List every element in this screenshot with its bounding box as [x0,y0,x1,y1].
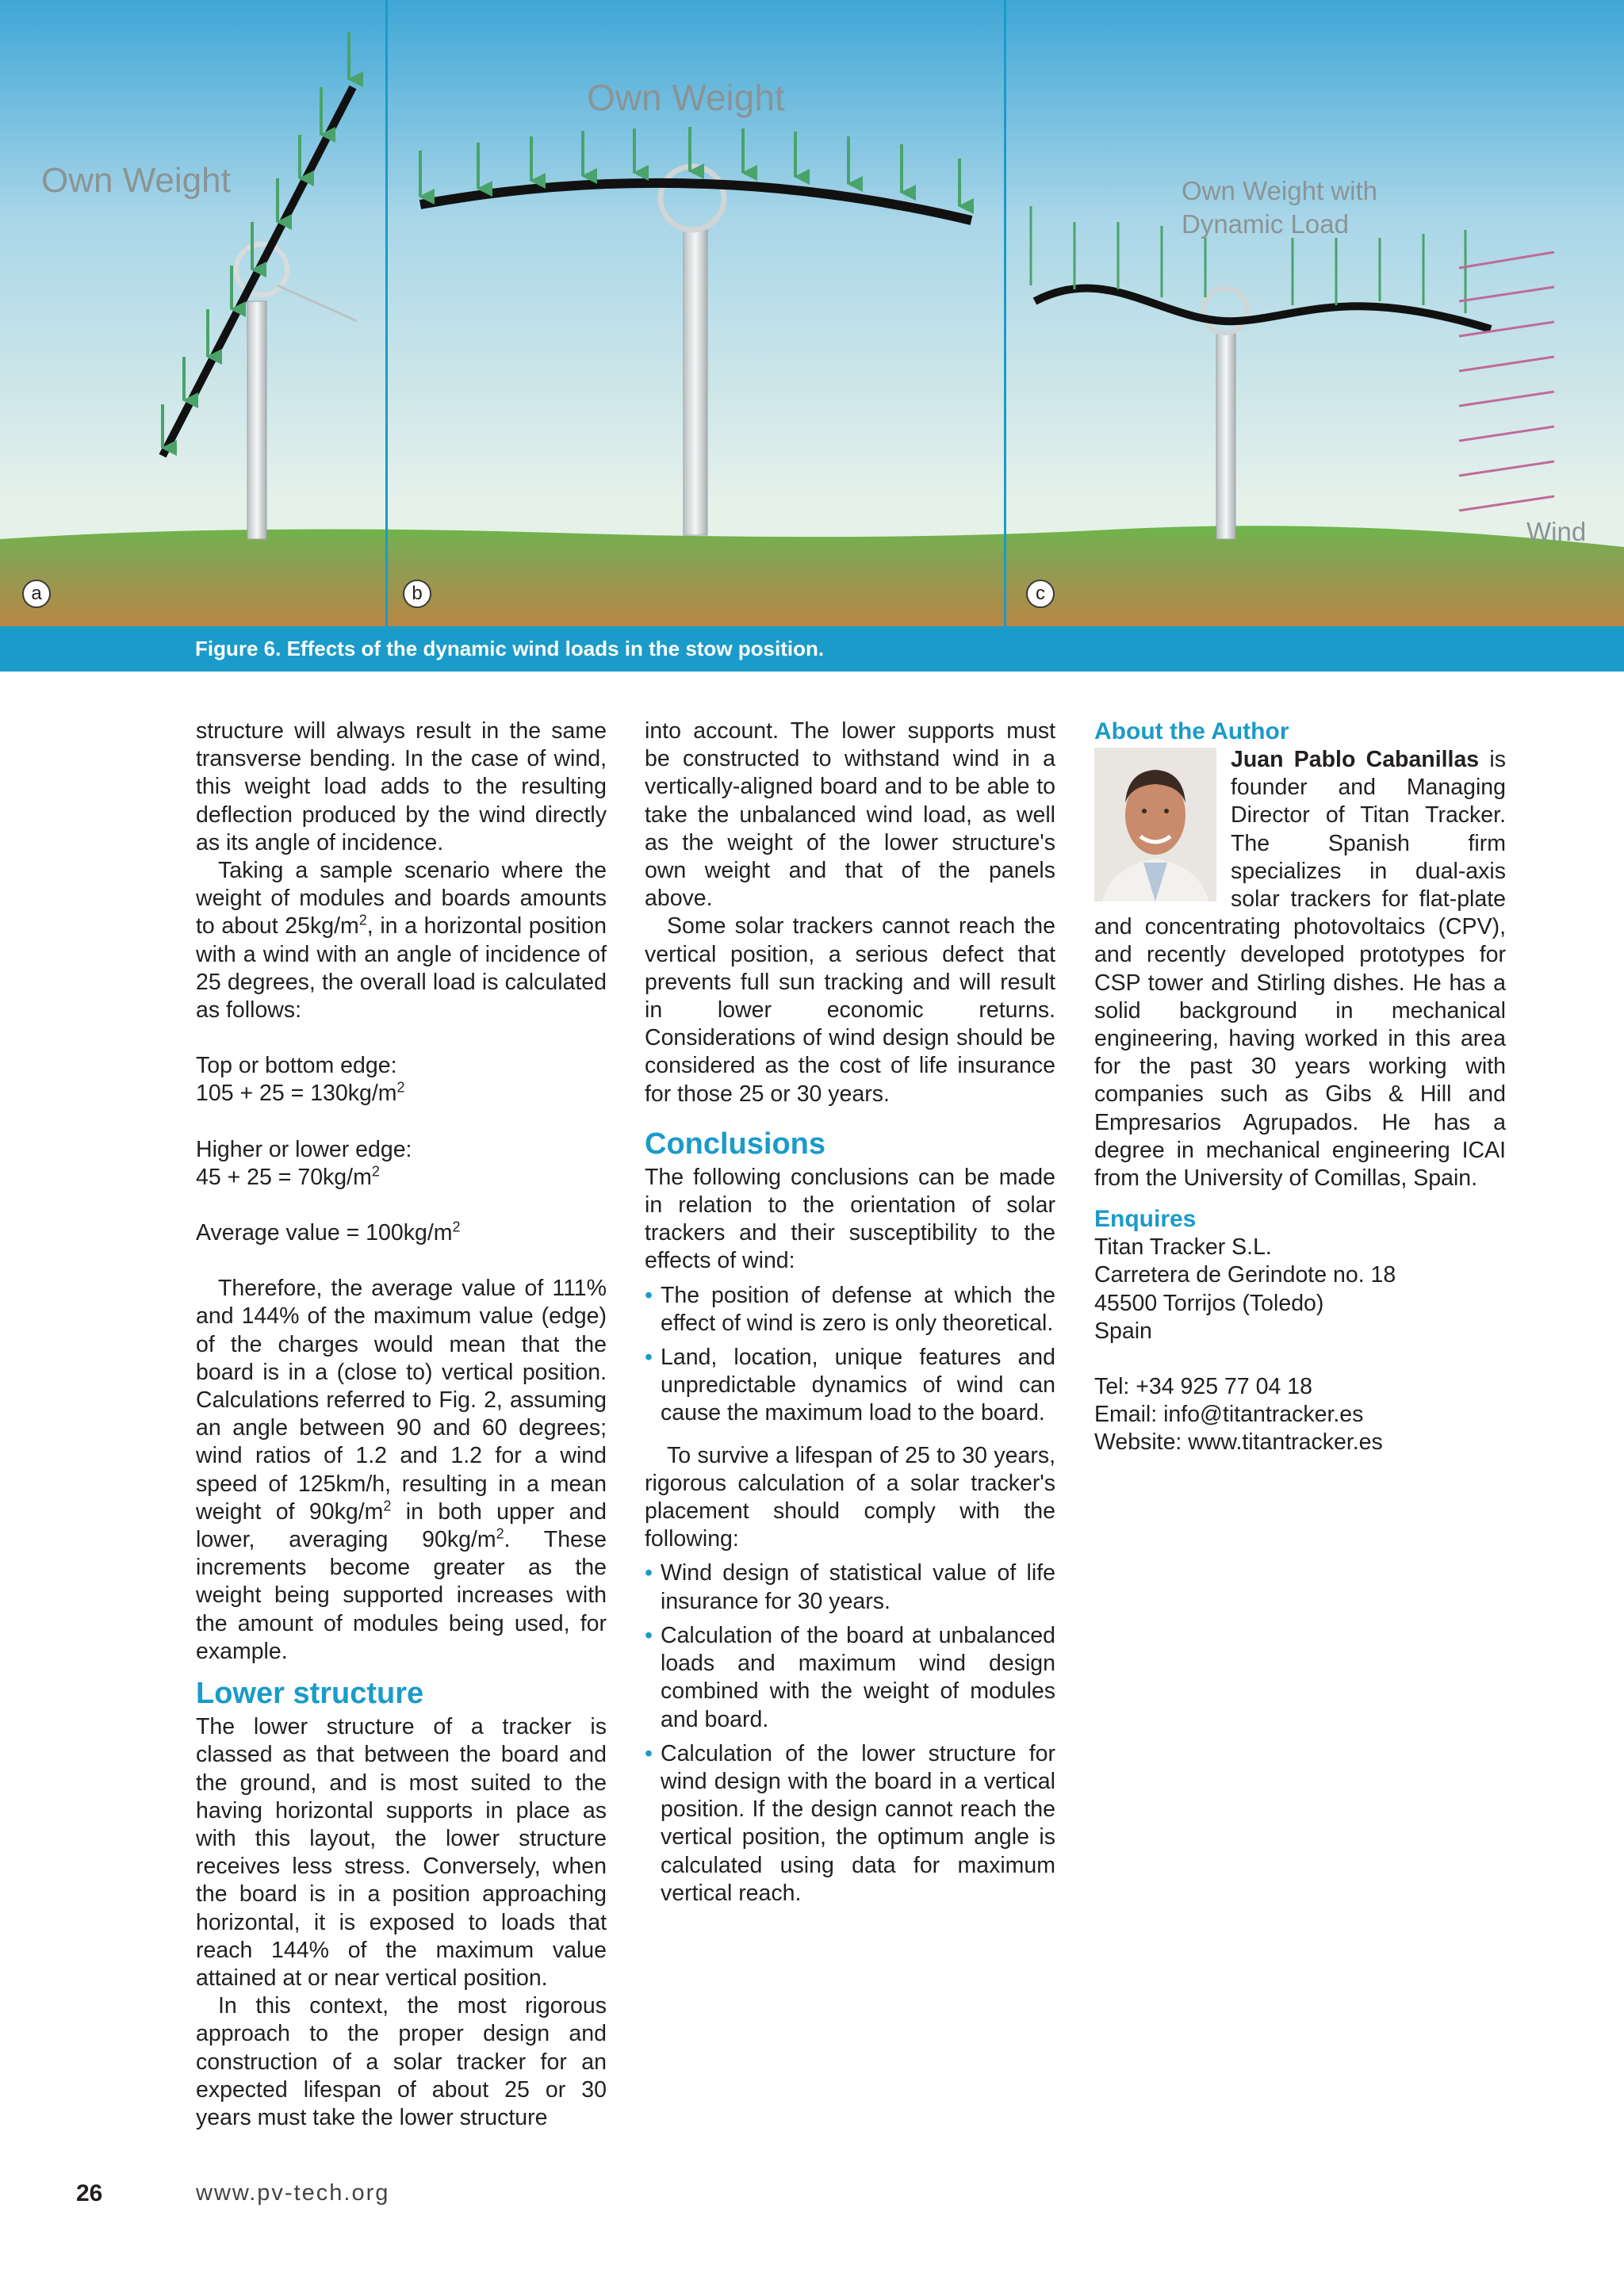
col1-paragraph-3: Therefore, the average value of 111% and 144% of the maximum value (edge) of the charges would mean that the board is in a (close to) vertical position. Calculations referred to Fig. 2, assuming an angle between 90 and 60 degrees; wind ratios of 1.2 and 1.2 for a wind speed of 125km/h, resulting in a mean weight of $90kg/m^2$ in both upper and lower, averaging $90kg/m^2$. These increments become greater as the weight being supported increases with the amount of modules being used, for example. [196,1276,607,1664]
panel-c-label-line1: Own Weight with [1182,176,1377,205]
author-name: Juan Pablo Cabanillas [1231,747,1480,772]
figure-illustration [0,0,1624,626]
calc-top-label: Top or bottom edge: [196,1053,397,1079]
figure-caption [0,626,1624,672]
list-item: • Wind design of statistical value of life insurance for 30 years. [645,1560,1055,1614]
column-2 [645,718,1055,1914]
address-line-3: 45500 Torrijos (Toledo) [1094,1290,1324,1316]
col2-paragraph-1: into account. The lower supports must be constructed to withstand wind in a vertically-aligned board and to be able to take the unbalanced wind load, as well as the weight of the lower structure's own weight and that of the panels above. [645,718,1055,912]
address-line-1: Titan Tracker S.L. [1094,1234,1272,1261]
col1-paragraph-1: structure will always result in the same transverse bending. In the case of wind, this weight load adds to the resulting deflection produced by the wind directly as its angle of incidence. [196,718,607,855]
panel-b-letter: b [403,580,431,608]
figure-6 [0,0,1624,626]
panel-a-letter: a [22,580,51,608]
list-item: • Land, location, unique features and unpredictable dynamics of wind can cause the maximum load to the board. [645,1345,1055,1426]
calc-edge-value: $45 + 25 = 70kg/m^2$ [196,1163,380,1190]
author-photo [1094,748,1216,901]
calc-top-value: $105 + 25 = 130kg/m^2$ [196,1079,405,1107]
column-3 [1094,718,1506,1457]
bullet-icon: • [645,1740,653,1766]
bullet-icon: • [645,1622,653,1648]
list-item: • Calculation of the board at unbalanced loads and maximum wind design combined with the weight of modules and board. [645,1622,1055,1732]
page-number: 26 [76,2180,103,2206]
bullet-icon: • [645,1560,653,1586]
col2-paragraph-3: The following conclusions can be made in relation to the orientation of solar trackers and their susceptibility to the effects of wind: [645,1164,1055,1274]
footer-url[interactable]: www.pv-tech.org [196,2180,390,2206]
col2-paragraph-2: Some solar trackers cannot reach the vertical position, a serious defect that prevents full sun tracking and will result in lower economic returns. Considerations of wind design should be considered as the cost of life insurance for those 25 or 30 years. [645,913,1055,1107]
figure-caption-text: Figure 6. Effects of the dynamic wind loads in the stow position. [195,637,825,660]
bullet-icon: • [645,1345,653,1371]
enquires-heading: Enquires [1094,1206,1197,1233]
col1-paragraph-5: In this context, the most rigorous approach to the proper design and construction of a solar tracker for an expected lifespan of about 25 or 30 years must take the lower structure [196,1993,607,2130]
wind-label: Wind [1526,517,1587,546]
contact-tel: Tel: +34 925 77 04 18 [1094,1374,1312,1400]
column-1 [196,718,607,2132]
contact-website[interactable]: Website: www.titantracker.es [1094,1429,1383,1456]
contact-email[interactable]: Email: info@titantracker.es [1094,1402,1364,1428]
panel-a-label: Own Weight [41,161,231,200]
col2-paragraph-4: To survive a lifespan of 25 to 30 years, rigorous calculation of a solar tracker's placement should comply with the following: [645,1442,1055,1552]
author-bio: Juan Pablo Cabanillas is founder and Managing Director of Titan Tracker. The Spanish firm specializes in dual-axis solar trackers for flat-plate and concentrating photovoltaics (CPV), and recently developed prototypes for CSP tower and Stirling dishes. He has a solid background in mechanical engineering, having worked in this area for the past 30 years working with companies such as Gibs & Hill and Empresarios Agrupados. He has a degree in mechanical engineering ICAI from the University of Comillas, Spain. [1094,747,1506,1192]
lower-structure-heading: Lower structure [196,1677,424,1711]
calc-average: Average value = $100kg/m^2$ [196,1219,461,1246]
about-author-heading: About the Author [1094,718,1289,744]
address-line-2: Carretera de Gerindote no. 18 [1094,1262,1396,1288]
panel-c-letter: c [1026,580,1055,608]
conclusions-heading: Conclusions [645,1127,826,1161]
col1-paragraph-4: The lower structure of a tracker is classed as that between the board and the ground, and is most suited to the having horizontal supports in place as with this layout, the lower structure receives less stress. Conversely, when the board is in a position approaching horizontal, it is exposed to loads that reach 144% of the maximum value attained at or near vertical position. [196,1714,607,1991]
panel-c-label-line2: Dynamic Load [1182,209,1349,239]
calc-edge-label: Higher or lower edge: [196,1136,412,1162]
bullet-icon: • [645,1282,653,1308]
list-item: • Calculation of the lower structure for wind design with the board in a vertical position. If the design cannot reach the vertical position, the optimum angle is calculated using data for maximum vertical reach. [645,1740,1055,1906]
panel-b-label: Own Weight [587,77,785,118]
list-item: • The position of defense at which the effect of wind is zero is only theoretical. [645,1282,1055,1336]
address-line-4: Spain [1094,1318,1152,1344]
col1-paragraph-2: Taking a sample scenario where the weight of modules and boards amounts to about $25kg/m^2$, in a horizontal position with a wind with an angle of incidence of 25 degrees, the overall load is calculated as follows: [196,858,607,1024]
